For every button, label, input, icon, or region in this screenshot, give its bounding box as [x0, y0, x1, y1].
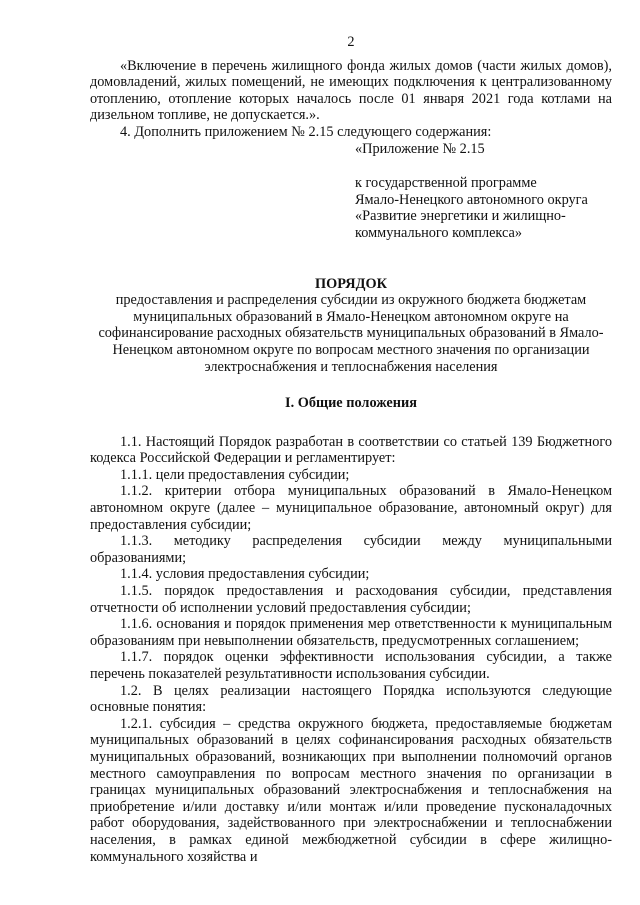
annex-line-4: коммунального комплекса» [355, 224, 523, 241]
section-heading: I. Общие положения [285, 395, 417, 412]
clause-1-1-6: 1.1.6. основания и порядок применения мер ответственности к муниципальным образованиям при невыполнении обязательств, предусмотренных соглашением; [90, 616, 612, 649]
annex-line-3: «Развитие энергетики и жилищно- [355, 208, 566, 225]
clause-1-2-1: 1.2.1. субсидия – средства окружного бюджета, предоставляемые бюджетам муниципальных образований в целях софинансирования расходных обязательств муниципальных образований, возникающих при выполнении полномочий органов местного самоуправления по вопросам местного значения по организации в границах муниципальных образований электроснабжения и теплоснабжения на приобретение и/или доставку и/или монтаж и/или проведение пусконаладочных работ оборудования, задействованного при электроснабжении и теплоснабжении населения, в рамках единой межбюджетной субсидии в сфере жилищно-коммунального хозяйства и [90, 715, 612, 865]
item-4-paragraph: 4. Дополнить приложением № 2.15 следующего содержания: [120, 123, 492, 140]
annex-block [355, 141, 612, 242]
clause-1-1-2: 1.1.2. критерии отбора муниципальных образований в Ямало-Ненецком автономном округе (далее – муниципальное образование, автономный округ) для предоставления субсидии; [90, 483, 612, 533]
clause-1-1: 1.1. Настоящий Порядок разработан в соответствии со статьей 139 Бюджетного кодекса Российской Федерации и регламентирует: [90, 433, 612, 467]
clause-1-1-5: 1.1.5. порядок предоставления и расходования субсидии, представления отчетности об исполнении условий предоставления субсидии; [90, 583, 612, 616]
page-number: 2 [347, 34, 355, 50]
clause-1-2: 1.2. В целях реализации настоящего Порядка используются следующие основные понятия: [90, 682, 612, 716]
clause-1-1-3: 1.1.3. методику распределения субсидии между муниципальными образованиями; [90, 533, 612, 566]
clause-1-1-1: 1.1.1. цели предоставления субсидии; [120, 466, 350, 483]
clause-1-1-7: 1.1.7. порядок оценки эффективности использования субсидии, а также перечень показателей результативности использования субсидии. [90, 649, 612, 682]
clause-1-1-4: 1.1.4. условия предоставления субсидии; [120, 566, 370, 583]
intro-quote-paragraph: «Включение в перечень жилищного фонда жилых домов (части жилых домов), домовладений, жилых помещений, не имеющих подключения к централизованному отоплению, отопление которых началось после 01 января 2021 года котлами на дизельном топливе, не допускается.». [90, 57, 612, 124]
annex-line-1: к государственной программе [355, 175, 537, 192]
annex-line-2: Ямало-Ненецкого автономного округа [355, 191, 588, 208]
annex-title: «Приложение № 2.15 [355, 140, 485, 157]
document-title: ПОРЯДОК [315, 275, 387, 292]
document-subtitle: предоставления и распределения субсидии из окружного бюджета бюджетам муниципальных образований в Ямало-Ненецком автономном округе на софинансирование расходных обязательств муниципальных образований в Ямало-Ненецком автономном округе по вопросам местного значения по организации электроснабжения и теплоснабжения населения [98, 292, 604, 375]
